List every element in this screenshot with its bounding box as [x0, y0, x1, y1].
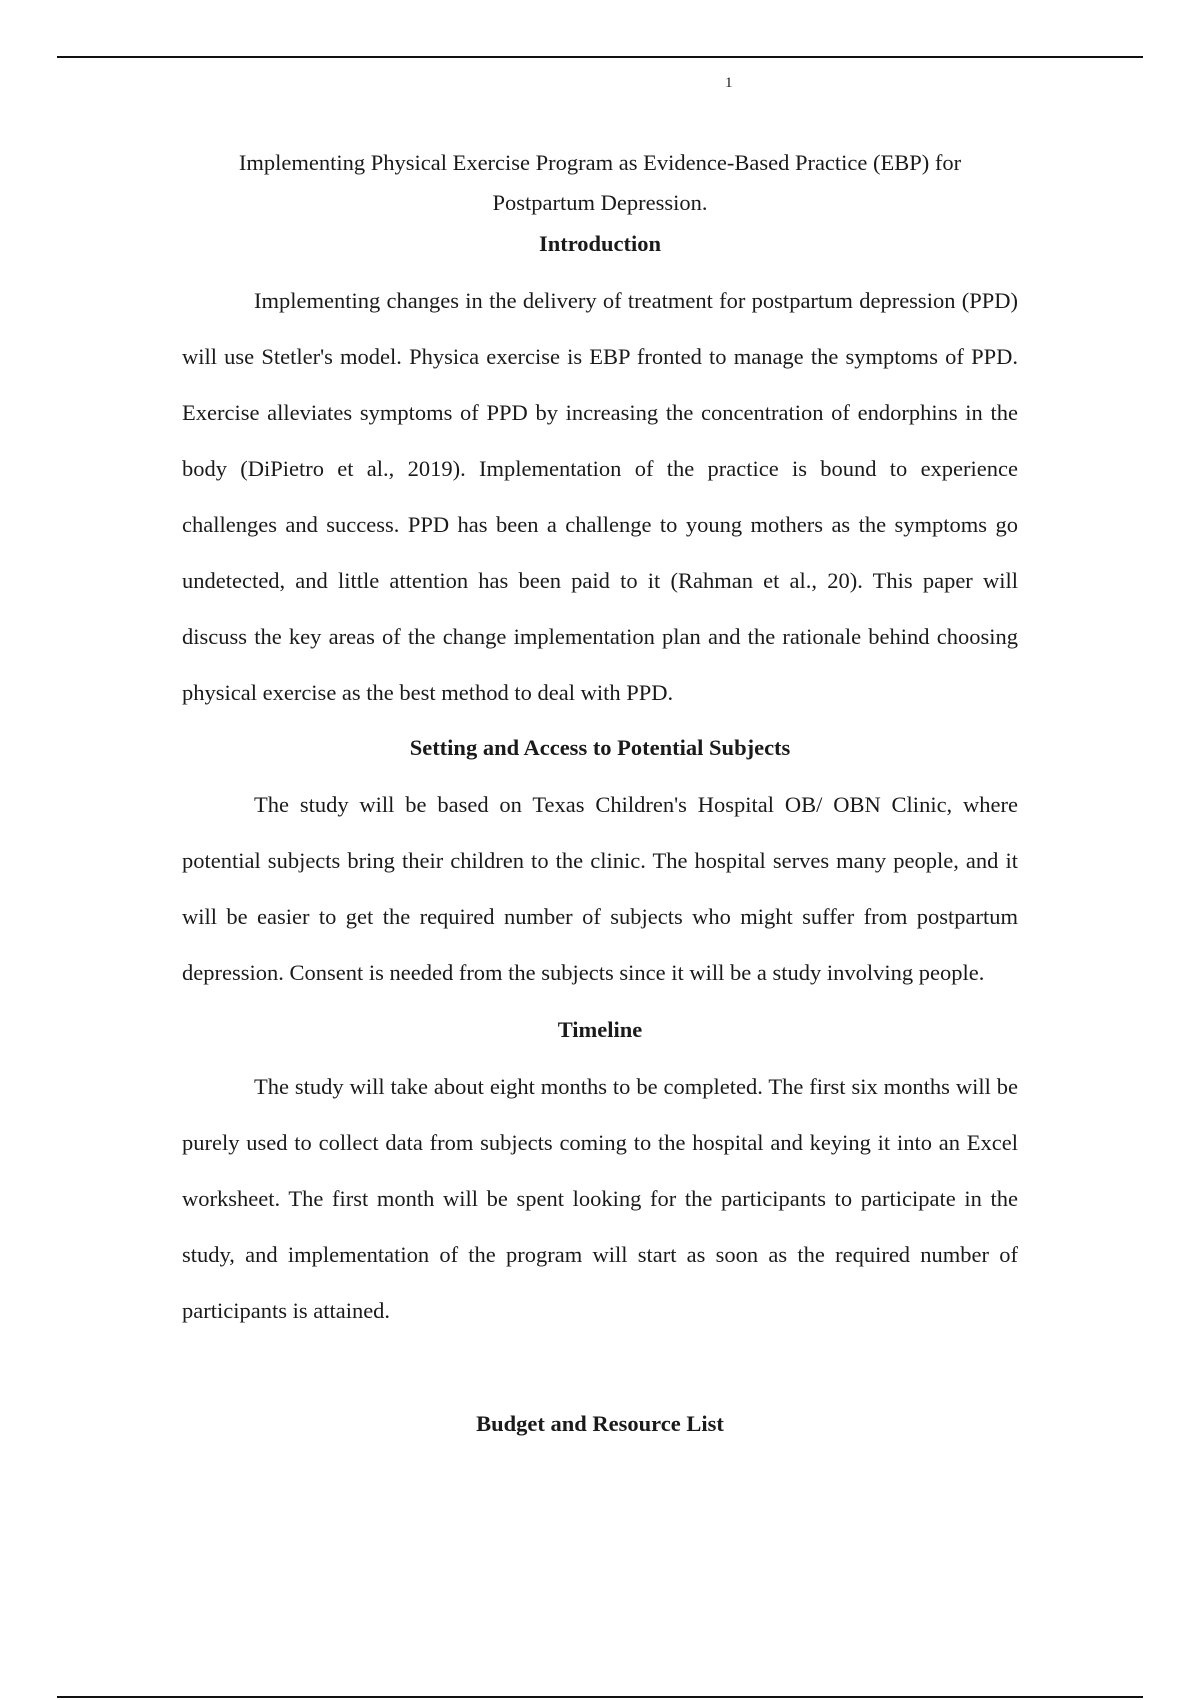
document-title-line-2: Postpartum Depression.	[492, 190, 708, 215]
footer-rule	[57, 1696, 1143, 1698]
introduction-paragraph: Implementing changes in the delivery of treatment for postpartum depression (PPD) will use Stetler's model. Physica exercise is EBP fronted to manage the symptoms of PPD. Exercise alleviates symptoms of PPD by increasing the concentration of endorphins in the body (DiPietro et al., 2019). Implementation of the practice is bound to experience challenges and success. PPD has been a challenge to young mothers as the symptoms go undetected, and little attention has been paid to it (Rahman et al., 20). This paper will discuss the key areas of the change implementation plan and the rationale behind choosing physical exercise as the best method to deal with PPD.	[182, 288, 1018, 705]
setting-heading: Setting and Access to Potential Subjects	[409, 735, 791, 760]
page-number: 1	[725, 75, 733, 91]
introduction-heading: Introduction	[538, 231, 662, 256]
timeline-heading: Timeline	[557, 1017, 643, 1042]
budget-heading: Budget and Resource List	[476, 1411, 724, 1436]
timeline-paragraph: The study will take about eight months to be completed. The first six months will be purely used to collect data from subjects coming to the hospital and keying it into an Excel worksheet. The first month will be spent looking for the participants to participate in the study, and implementation of the program will start as soon as the required number of participants is attained.	[182, 1074, 1018, 1323]
document-body	[182, 143, 1018, 1445]
document-title	[182, 143, 1018, 223]
header-rule	[57, 56, 1143, 58]
setting-paragraph: The study will be based on Texas Children's Hospital OB/ OBN Clinic, where potential subjects bring their children to the clinic. The hospital serves many people, and it will be easier to get the required number of subjects who might suffer from postpartum depression. Consent is needed from the subjects since it will be a study involving people.	[182, 792, 1018, 985]
document-title-line-1: Implementing Physical Exercise Program as Evidence-Based Practice (EBP) for	[238, 150, 962, 175]
